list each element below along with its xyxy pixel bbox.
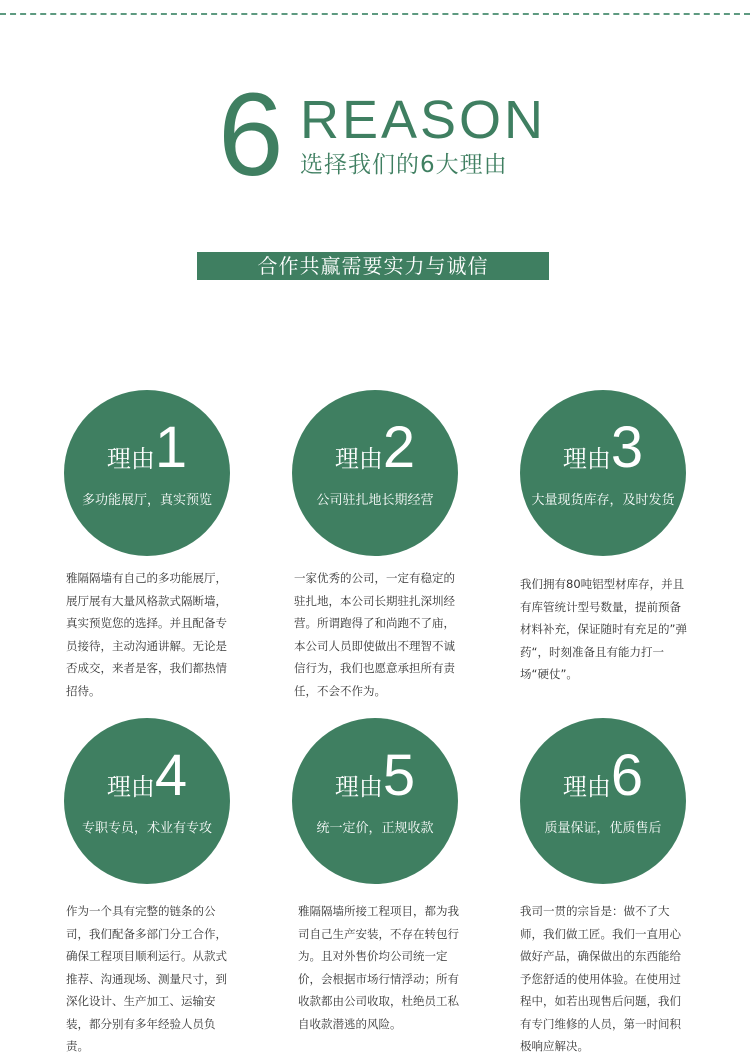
reason-description: 作为一个具有完整的链条的公司，我们配备多部门分工合作，确保工程项目顺利运行。从款式推荐、沟通现场、测量尺寸，到深化设计、生产加工、运输安装，都分别有多年经验人员负责。 [66,904,227,1053]
reason-tagline: 专职专员，术业有专攻 [81,821,212,836]
reason-description: 一家优秀的公司，一定有稳定的驻扎地，本公司长期驻扎深圳经营。所谓跑得了和尚跑不了庙，本公司人员即使做出不理智不诚信行为，我们也愿意承担所有责任，不会不作为。 [294,571,455,698]
reason-circle [64,718,230,884]
reason-circle [520,718,686,884]
reason-tagline: 公司驻扎地长期经营 [316,493,434,508]
reason-heading-line [520,744,686,808]
slogan-banner: 合作共赢需要实力与诚信 [197,252,549,280]
reason-word: 理由 [562,773,611,801]
reason-number: 6 [610,743,644,808]
reason-word: 理由 [562,445,611,473]
reason-number: 5 [382,743,416,808]
reason-circle [292,390,458,556]
reason-circle [64,390,230,556]
reason-number: 2 [382,415,416,480]
reason-heading-line [64,744,230,808]
reason-number: 1 [154,415,188,480]
reason-description: 我们拥有80吨铝型材库存，并且有库管统计型号数量，提前预备材料补充，保证随时有充足的”弹药“，时刻准备且有能力打一场“硬仗”。 [520,577,687,681]
reason-heading-line [64,416,230,480]
reason-heading-line [292,744,458,808]
reason-tagline: 多功能展厅，真实预览 [81,493,212,508]
reason-circle [292,718,458,884]
reason-number: 3 [610,415,644,480]
reason-word: 理由 [106,445,155,473]
reason-subtitle: 选择我们的6大理由 [300,152,508,178]
reason-heading-line [292,416,458,480]
reason-word: 理由 [334,445,383,473]
reason-description: 我司一贯的宗旨是：做不了大师，我们做工匠。我们一直用心做好产品，确保做出的东西能给予您舒适的使用体验。在使用过程中，如若出现售后问题，我们有专门维修的人员，第一时间积极响应解决。 [520,904,681,1053]
reason-tagline: 统一定价，正规收款 [316,821,434,836]
reason-number: 4 [154,743,188,808]
reason-tagline: 大量现货库存，及时发货 [531,493,675,508]
reason-circle [520,390,686,556]
reason-word: 理由 [106,773,155,801]
reason-heading-line [520,416,686,480]
top-dashed-divider [0,13,750,15]
reason-heading: REASON [300,90,547,150]
reason-word: 理由 [334,773,383,801]
reason-tagline: 质量保证，优质售后 [544,821,662,836]
reason-description: 雅隔隔墙所接工程项目，都为我司自己生产安装，不存在转包行为。且对外售价均公司统一定价，会根据市场行情浮动；所有收款都由公司收取，杜绝员工私自收款潜逃的风险。 [298,904,459,1031]
reason-description: 雅隔隔墙有自己的多功能展厅，展厅展有大量风格款式隔断墙，真实预览您的选择。并且配备专员接待，主动沟通讲解。无论是否成交，来者是客，我们都热情招待。 [66,571,227,698]
big-number-six: 6 [218,69,284,201]
